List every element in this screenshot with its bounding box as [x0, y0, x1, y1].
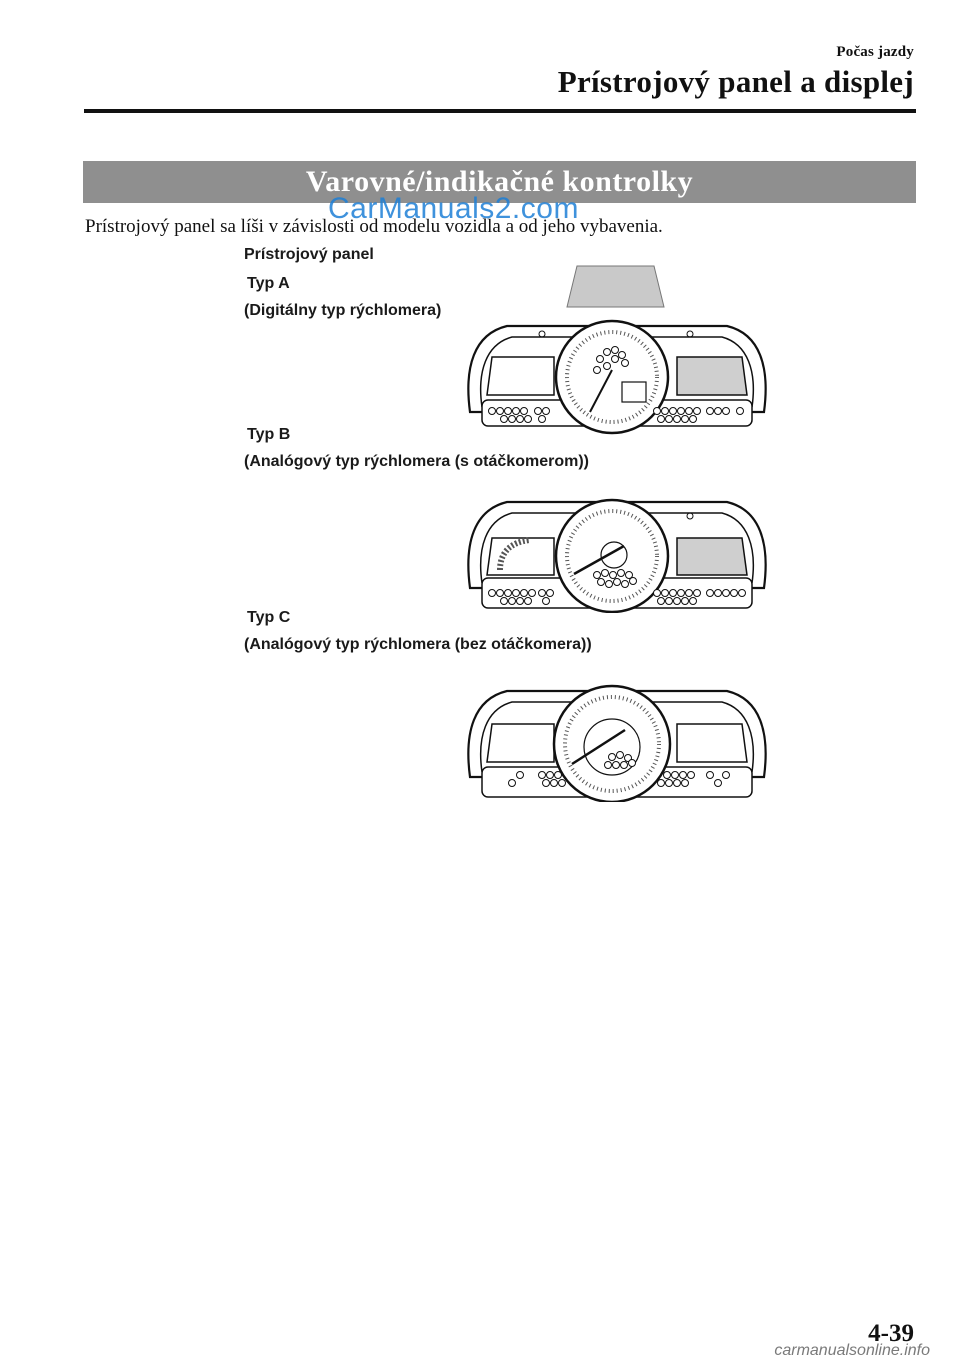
- type-a-desc: (Digitálny typ rýchlomera): [244, 302, 442, 319]
- speedometer-dial: [556, 321, 668, 433]
- figure-caption: Prístrojový panel: [244, 246, 374, 263]
- type-b-desc: (Analógový typ rýchlomera (s otáčkomerom)): [244, 453, 589, 470]
- head-up-display: [567, 266, 664, 307]
- page-number: 4-39: [868, 1320, 914, 1347]
- intro-paragraph: Prístrojový panel sa líši v závislosti od modelu vozidla a od jeho vybavenia.: [85, 216, 663, 237]
- footer-url: carmanualsonline.info: [774, 1342, 930, 1359]
- type-c-name: Typ C: [247, 609, 291, 626]
- chapter-title: Prístrojový panel a displej: [557, 64, 914, 99]
- instrument-cluster-type-b: [462, 478, 772, 613]
- instrument-cluster-type-a: [462, 262, 772, 437]
- instrument-cluster-type-c: [462, 662, 772, 802]
- section-title: Počas jazdy: [836, 44, 914, 60]
- header-rule: [84, 109, 916, 113]
- type-c-desc: (Analógový typ rýchlomera (bez otáčkomera)): [244, 636, 592, 653]
- type-b-name: Typ B: [247, 426, 291, 443]
- right-display-panel: [677, 538, 747, 575]
- section-banner: Varovné/indikačné kontrolky: [83, 161, 916, 203]
- watermark: CarManuals2.com: [328, 192, 579, 225]
- type-a-name: Typ A: [247, 275, 290, 292]
- right-display-panel: [677, 357, 747, 395]
